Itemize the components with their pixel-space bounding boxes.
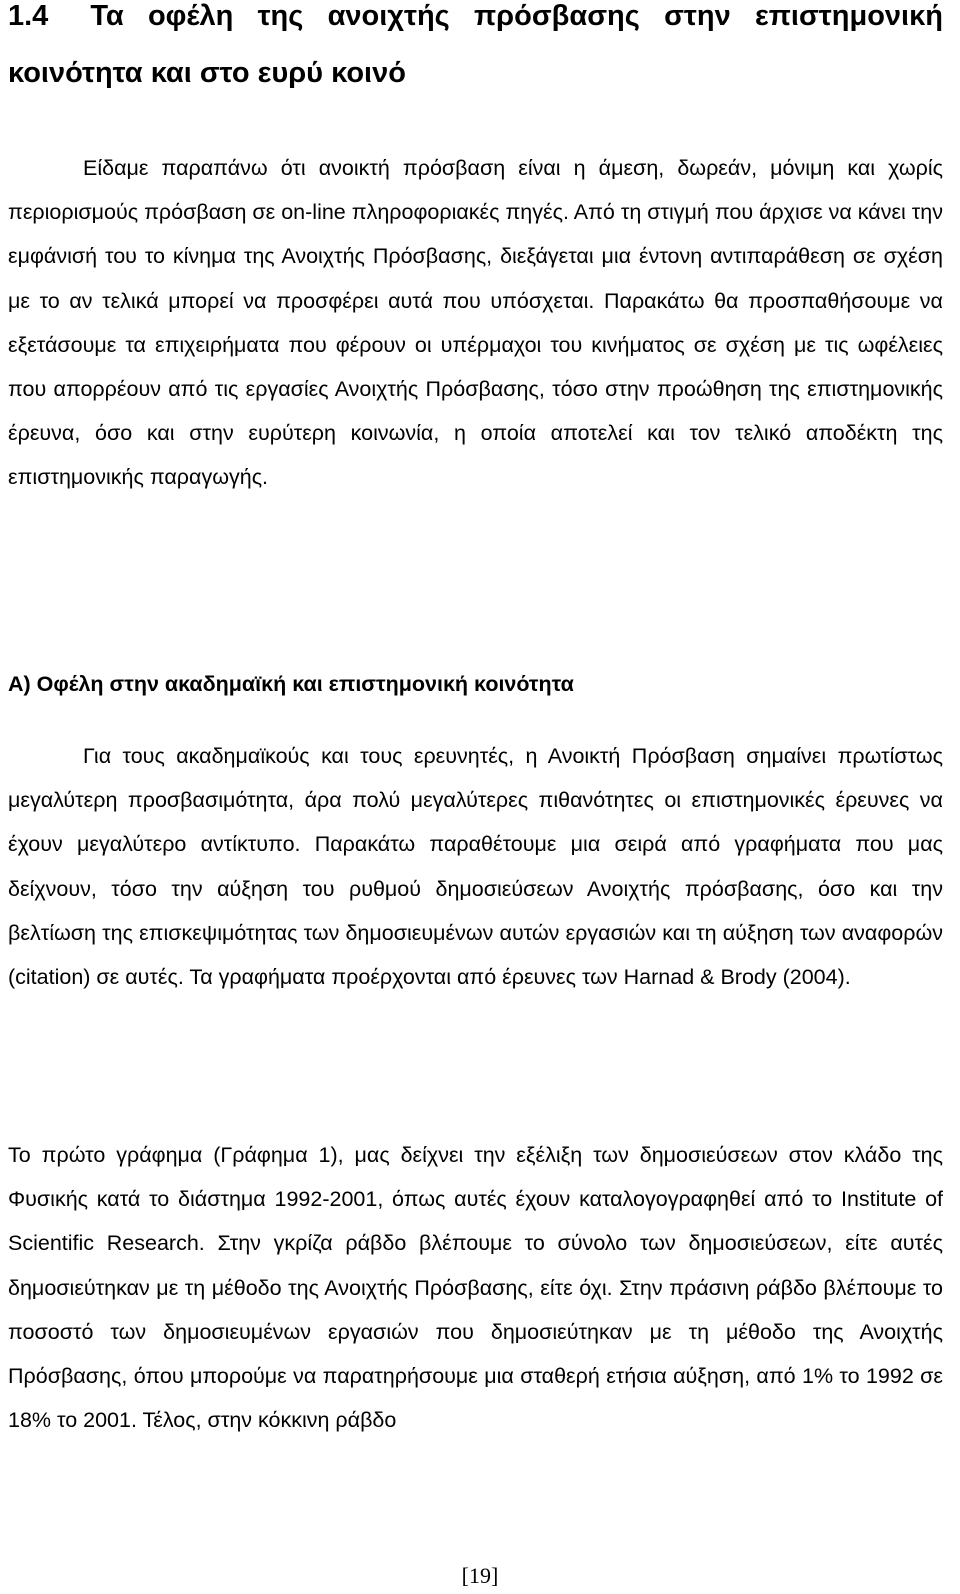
section-title: Τα οφέλη της ανοιχτής πρόσβασης στην επιστημονική κοινότητα και στο ευρύ κοινό: [8, 0, 943, 89]
subsection-heading: Α) Οφέλη στην ακαδημαϊκή και επιστημονική κοινότητα: [8, 672, 574, 696]
body-paragraph-graph-description: Το πρώτο γράφημα (Γράφημα 1), μας δείχνει την εξέλιξη των δημοσιεύσεων στον κλάδο της Φυσικής κατά το διάστημα 1992-2001, όπως αυτές έχουν καταλογογραφηθεί από το Institute of Scientific Research. Στην γκρίζα ράβδο βλέπουμε το σύνολο των δημοσιεύσεων, είτε αυτές δημοσιεύτηκαν με τη μέθοδο της Ανοιχτής Πρόσβασης, είτε όχι. Στην πράσινη ράβδο βλέπουμε το ποσοστό των δημοσιευμένων εργασιών που δημοσιεύτηκαν με τη μέθοδο της Ανοιχτής Πρόσβασης, όπου μπορούμε να παρατηρήσουμε μια σταθερή ετήσια αύξηση, από 1% το 1992 σε 18% το 2001. Τέλος, στην κόκκινη ράβδο: [8, 1143, 943, 1433]
body-paragraph-academic: Για τους ακαδημαϊκούς και τους ερευνητές, η Ανοικτή Πρόσβαση σημαίνει πρωτίστως μεγαλύτερη προσβασιμότητα, άρα πολύ μεγαλύτερες πιθανότητες οι επιστημονικές έρευνες να έχουν μεγαλύτερο αντίκτυπο. Παρακάτω παραθέτουμε μια σειρά από γραφήματα που μας δείχνουν, τόσο την αύξηση του ρυθμού δημοσιεύσεων Ανοιχτής πρόσβασης, όσο και την βελτίωση της επισκεψιμότητας των δημοσιευμένων αυτών εργασιών και τη αύξηση των αναφορών (citation) σε αυτές. Τα γραφήματα προέρχονται από έρευνες των Harnad & Brody (2004).: [8, 744, 943, 990]
section-heading: [8, 0, 943, 102]
section-number: 1.4: [8, 0, 49, 32]
page-number: [19]: [461, 1563, 499, 1588]
body-paragraph-intro: Είδαμε παραπάνω ότι ανοικτή πρόσβαση είναι η άμεση, δωρεάν, μόνιμη και χωρίς περιορισμούς πρόσβαση σε on-line πληροφοριακές πηγές. Από τη στιγμή που άρχισε να κάνει την εμφάνισή του το κίνημα της Ανοιχτής Πρόσβασης, διεξάγεται μια έντονη αντιπαράθεση σε σχέση με το αν τελικά μπορεί να προσφέρει αυτά που υπόσχεται. Παρακάτω θα προσπαθήσουμε να εξετάσουμε τα επιχειρήματα που φέρουν οι υπέρμαχοι του κινήματος σε σχέση με τις ωφέλειες που απορρέουν από τις εργασίες Ανοιχτής Πρόσβασης, τόσο στην προώθηση της επιστημονικής έρευνα, όσο και στην ευρύτερη κοινωνία, η οποία αποτελεί και τον τελικό αποδέκτη της επιστημονικής παραγωγής.: [8, 156, 943, 490]
